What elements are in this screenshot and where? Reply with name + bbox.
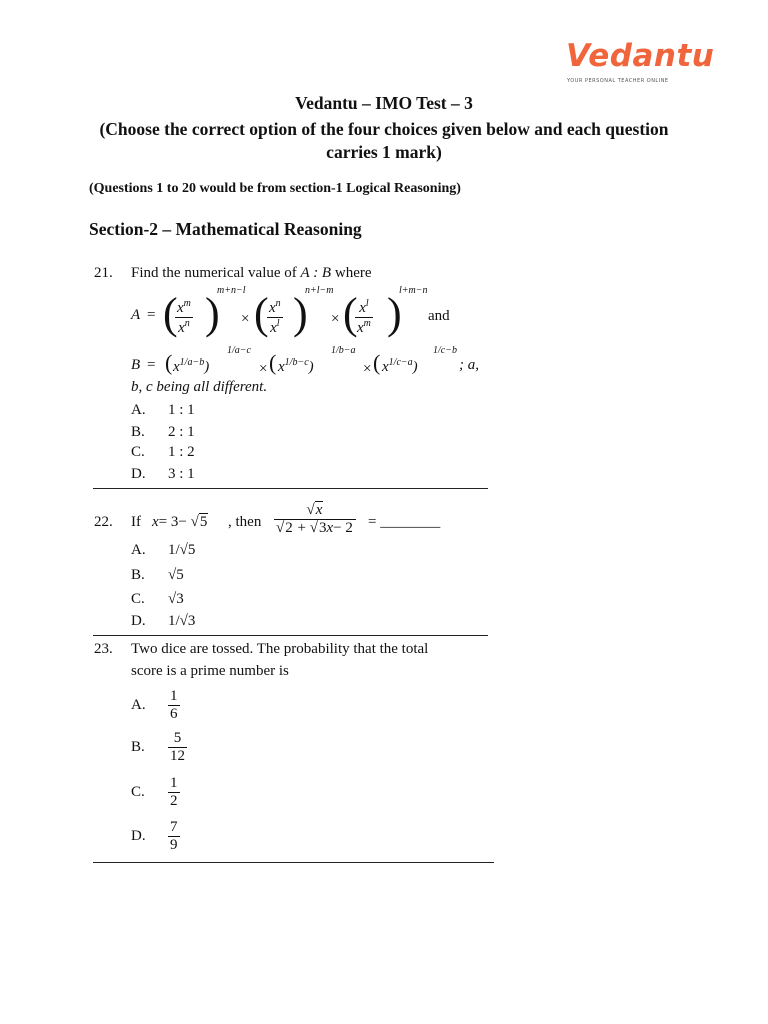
answer-blank: = ________: [368, 514, 441, 530]
tail-text: ; a,: [459, 357, 479, 373]
option-letter: D.: [131, 828, 146, 844]
option-letter: C.: [131, 591, 145, 607]
option-letter: A.: [131, 697, 146, 713]
option-letter: B.: [131, 424, 145, 440]
question-number: 22.: [94, 514, 113, 530]
question-number: 23.: [94, 641, 113, 657]
page-title: Vedantu – IMO Test – 3: [295, 93, 473, 113]
question-stem: [131, 266, 372, 281]
option-value: 2 : 1: [168, 424, 195, 440]
option-fraction: [168, 688, 180, 722]
option-value: 3 : 1: [168, 466, 195, 482]
section-heading: Section-2 – Mathematical Reasoning: [89, 219, 362, 239]
option-fraction: [168, 819, 180, 853]
question-stem: Two dice are tossed. The probability that the total: [131, 641, 429, 657]
stem-text: Find the numerical value of: [131, 265, 297, 281]
instructions-line-2: carries 1 mark): [326, 142, 442, 162]
option-fraction: [168, 730, 187, 764]
option-letter: B.: [131, 567, 145, 583]
option-value: 1 : 1: [168, 402, 195, 418]
stem-if: If: [131, 514, 141, 530]
logo-wordmark: Vedantu: [566, 38, 715, 74]
fraction-denominator: 6: [170, 705, 178, 722]
fraction-numerator: 7: [170, 819, 178, 835]
option-letter: B.: [131, 739, 145, 755]
option-letter: C.: [131, 784, 145, 800]
equation-a: A = ( $\frac{x^m}{x^n}$ ) m+n−l × ( $\frac{x^n}{x^l}$ ) n+l−m × ( $\frac{x^l}{x^m}$ ) l+m−n and: [131, 285, 450, 338]
fraction-denominator: 9: [170, 836, 178, 853]
option-value: √5: [168, 567, 184, 583]
option-value: 1/√5: [168, 542, 196, 558]
option-letter: D.: [131, 613, 146, 629]
where-text: where: [334, 265, 372, 281]
fraction-numerator: 1: [170, 775, 178, 791]
fraction-numerator: 1: [170, 688, 178, 704]
and-text: and: [428, 308, 450, 324]
equation-fraction: $\frac{√x}{√2 + √3x- 2}$: [274, 502, 356, 536]
vedantu-logo: [560, 38, 715, 88]
divider: [93, 635, 488, 636]
question-stem-2: score is a prime number is: [131, 663, 289, 679]
fraction-denominator: 12: [170, 747, 185, 764]
section-1-note: (Questions 1 to 20 would be from section-1 Logical Reasoning): [89, 181, 461, 196]
equation-b: B = ( $x^{1/a-b}$) 1/a−c × ( $x^{1/b-c}$) 1/b−a × ( $x^{1/c-a}$) 1/c−b ; a,: [131, 345, 479, 377]
option-letter: C.: [131, 444, 145, 460]
divider: [93, 862, 494, 863]
option-value: √3: [168, 591, 184, 607]
logo-tagline: YOUR PERSONAL TEACHER ONLINE: [567, 78, 669, 84]
tail-text-2: b, c being all different.: [131, 379, 268, 395]
option-fraction: [168, 775, 180, 809]
fraction-denominator: 2: [170, 792, 178, 809]
ratio-text: A : B: [300, 265, 332, 281]
question-number: 21.: [94, 265, 113, 281]
option-letter: A.: [131, 402, 146, 418]
fraction-numerator: 5: [173, 730, 182, 746]
option-value: 1 : 2: [168, 444, 195, 460]
instructions-line-1: (Choose the correct option of the four choices given below and each question: [99, 119, 669, 139]
stem-then: , then: [228, 514, 262, 530]
divider: [93, 488, 488, 489]
option-letter: D.: [131, 466, 146, 482]
equation-x: x= 3− √5: [152, 514, 208, 530]
option-letter: A.: [131, 542, 146, 558]
option-value: 1/√3: [168, 613, 196, 629]
